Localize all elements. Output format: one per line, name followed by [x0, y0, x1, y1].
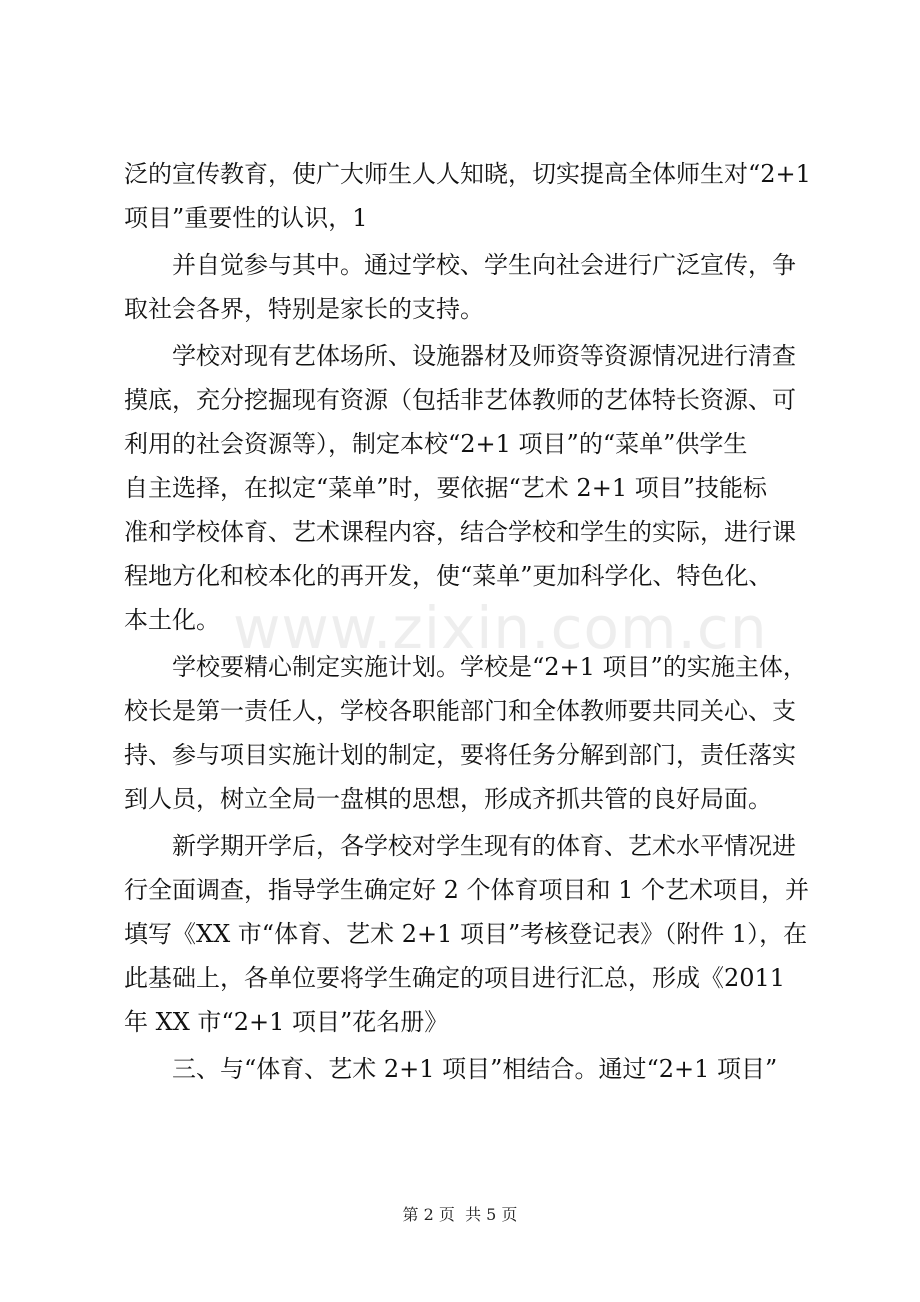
text-line: 学校要精心制定实施计划。学校是“2+1 项目”的实施主体， [172, 653, 807, 681]
text-line: 本土化。 [124, 606, 220, 634]
text-line: 项目”重要性的认识，1 [124, 204, 368, 232]
text-line: 行全面调查，指导学生确定好 2 个体育项目和 1 个艺术项目，并 [124, 876, 810, 904]
text-line: 持、参与项目实施计划的制定，要将任务分解到部门，责任落实 [124, 741, 796, 769]
text-line: 校长是第一责任人，学校各职能部门和全体教师要共同关心、支 [124, 697, 796, 725]
paragraph-6 [124, 1047, 824, 1091]
page-number-footer: 第 2 页 共 5 页 [402, 1205, 518, 1224]
paragraph-3 [124, 334, 824, 642]
text-line: 年 XX 市“2+1 项目”花名册》 [124, 1008, 449, 1036]
text-line: 新学期开学后，各学校对学生现有的体育、艺术水平情况进 [172, 832, 796, 860]
text-line: 学校对现有艺体场所、设施器材及师资等资源情况进行清查 [172, 342, 796, 370]
text-line: 到人员，树立全局一盘棋的思想，形成齐抓共管的良好局面。 [124, 785, 772, 813]
paragraph-2 [124, 243, 824, 331]
text-line: 自主选择，在拟定“菜单”时，要依据“艺术 2+1 项目”技能标 [124, 474, 767, 502]
text-line: 并自觉参与其中。通过学校、学生向社会进行广泛宣传，争 [172, 251, 796, 279]
document-body [124, 152, 824, 1094]
text-line: 填写《XX 市“体育、艺术 2+1 项目”考核登记表》（附件 1），在 [124, 920, 808, 948]
watermark: www.zixin.com.cn [233, 594, 768, 662]
text-line: 取社会各界，特别是家长的支持。 [124, 295, 484, 323]
text-line: 利用的社会资源等），制定本校“2+1 项目”的“菜单”供学生 [124, 430, 748, 458]
text-line: 准和学校体育、艺术课程内容，结合学校和学生的实际，进行课 [124, 518, 796, 546]
text-line: 此基础上，各单位要将学生确定的项目进行汇总，形成《2011 [124, 964, 786, 992]
text-line: 三、与“体育、艺术 2+1 项目”相结合。通过“2+1 项目” [172, 1055, 778, 1083]
text-line: 泛的宣传教育，使广大师生人人知晓，切实提高全体师生对“2+1 [124, 160, 811, 188]
paragraph-4 [124, 645, 824, 821]
text-line: 程地方化和校本化的再开发，使“菜单”更加科学化、特色化、 [124, 562, 773, 590]
paragraph-1 [124, 152, 824, 240]
paragraph-5 [124, 824, 824, 1044]
text-line: 摸底，充分挖掘现有资源（包括非艺体教师的艺体特长资源、可 [124, 386, 796, 414]
